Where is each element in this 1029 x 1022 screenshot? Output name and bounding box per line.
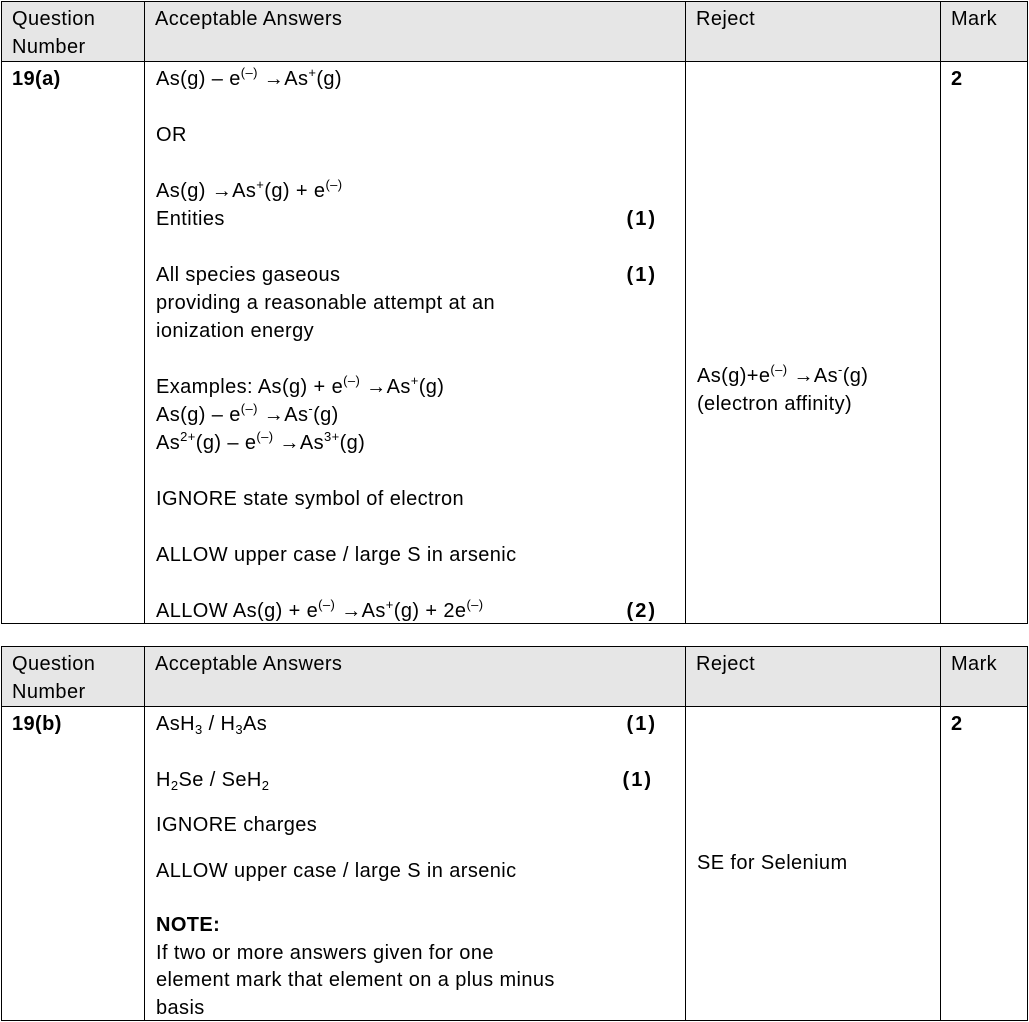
header-row: [2, 647, 1028, 707]
reject-note: (electron affinity): [697, 393, 853, 415]
arsenic-hydride-line: $AsH_3 / H_3As$: [156, 713, 268, 737]
header-row: [2, 2, 1028, 62]
reject-cell: [686, 62, 941, 624]
arsenic-hydride-mark: (1): [626, 713, 657, 735]
question-number: 19(b): [2, 707, 145, 1021]
header-acceptable-answers: Acceptable Answers: [145, 647, 686, 707]
example-line-2: As(g) – e(–) →As-(g): [156, 401, 339, 426]
gaseous-text: All species gaseous: [156, 264, 341, 286]
acceptable-answers-cell: [145, 62, 686, 624]
allow-text-2: ALLOW As(g) + e(–) →As+(g) + 2e(–): [156, 597, 484, 622]
equation-line-2: As(g) →As+(g) + e(–): [156, 177, 343, 202]
note-text-3: basis: [156, 997, 205, 1019]
selenium-hydride-mark: (1): [622, 769, 653, 791]
header-mark: Mark: [941, 2, 1028, 62]
mark-scheme-table-19a: [1, 1, 1028, 624]
mark-scheme-table-19b: [1, 646, 1028, 1021]
answer-row: [2, 62, 1028, 624]
selenium-hydride-line: $H_2Se / SeH_2$: [156, 769, 270, 793]
entities-mark: (1): [626, 208, 657, 230]
note-text-1: If two or more answers given for one: [156, 942, 494, 964]
allow-mark: (2): [626, 600, 657, 622]
reject-text: SE for Selenium: [697, 852, 848, 874]
reject-cell: [686, 707, 941, 1021]
gaseous-mark: (1): [626, 264, 657, 286]
entities-text: Entities: [156, 208, 225, 230]
answer-row: [2, 707, 1028, 1021]
or-text: OR: [156, 124, 187, 146]
note-title: NOTE:: [156, 914, 221, 936]
ignore-text: IGNORE state symbol of electron: [156, 488, 465, 510]
mark-value: 2: [941, 707, 1028, 1021]
ignore-text: IGNORE charges: [156, 814, 318, 836]
header-mark: Mark: [941, 647, 1028, 707]
example-line-1: Examples: As(g) + e(–) →As+(g): [156, 373, 445, 398]
provide-text-2: ionization energy: [156, 320, 315, 342]
header-reject: Reject: [686, 647, 941, 707]
header-acceptable-answers: Acceptable Answers: [145, 2, 686, 62]
note-text-2: element mark that element on a plus minus: [156, 969, 555, 991]
mark-value: 2: [941, 62, 1028, 624]
allow-text: ALLOW upper case / large S in arsenic: [156, 860, 517, 882]
header-question-number: Question Number: [2, 2, 145, 62]
reject-equation: As(g)+e(–) →As-(g): [697, 362, 869, 387]
question-number: 19(a): [2, 62, 145, 624]
equation-line-1: As(g) – e(–) →As+(g): [156, 65, 342, 90]
header-reject: Reject: [686, 2, 941, 62]
header-question-number: Question Number: [2, 647, 145, 707]
provide-text-1: providing a reasonable attempt at an: [156, 292, 496, 314]
example-line-3: $As^{2+}(g) - e^{(-)} \to As^{3+}(g)$: [156, 429, 366, 454]
allow-text-1: ALLOW upper case / large S in arsenic: [156, 544, 517, 566]
acceptable-answers-cell: [145, 707, 686, 1021]
